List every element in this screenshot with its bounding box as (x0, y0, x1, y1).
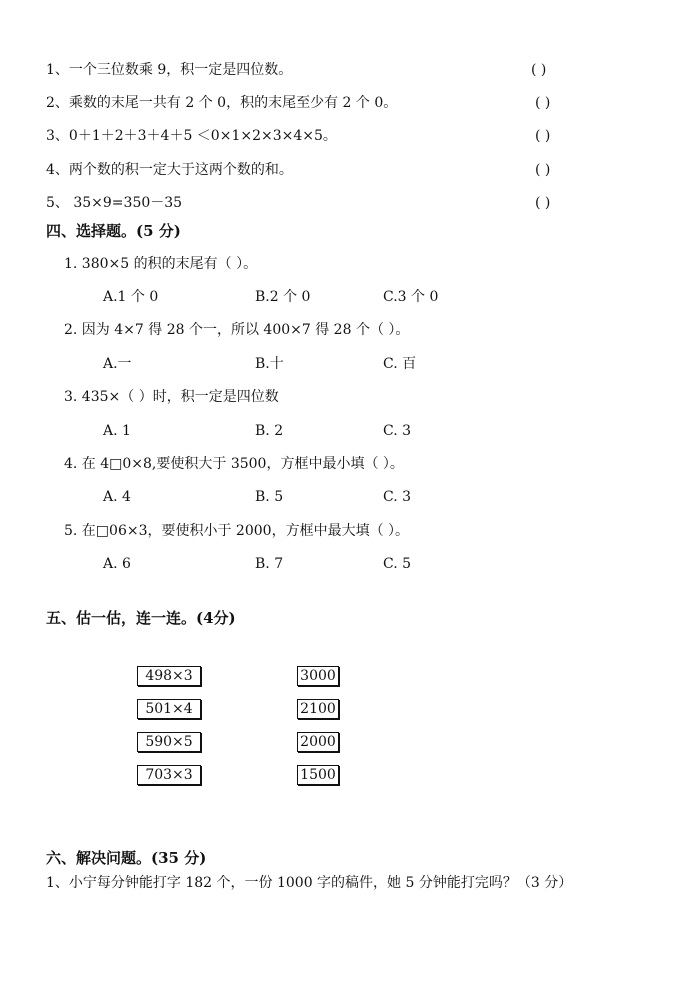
answer-paren-2[interactable]: ( ) (535, 95, 551, 111)
choice-4-option-c[interactable]: C. 3 (383, 489, 412, 505)
section-6-heading: 六、解决问题。(35 分) (46, 849, 207, 867)
word-problem-1: 1、小宁每分钟能打字 182 个，一份 1000 字的稿件，她 5 分钟能打完吗？（3 分） (46, 875, 573, 891)
estimate-right-4[interactable]: 1500 (297, 765, 339, 785)
choice-2-option-b[interactable]: B.十 (255, 356, 284, 372)
choice-1-option-b[interactable]: B.2 个 0 (255, 289, 311, 305)
answer-paren-1[interactable]: ( ) (531, 62, 547, 78)
choice-2-option-c[interactable]: C. 百 (383, 356, 417, 372)
section-4-heading: 四、选择题。(5 分) (46, 222, 181, 240)
choice-3-option-b[interactable]: B. 2 (255, 423, 284, 439)
choice-2-option-a[interactable]: A.一 (103, 356, 132, 372)
choice-1-option-a[interactable]: A.1 个 0 (103, 289, 159, 305)
answer-paren-4[interactable]: ( ) (535, 162, 551, 178)
estimate-right-3[interactable]: 2000 (297, 732, 339, 752)
estimate-left-1[interactable]: 498×3 (137, 666, 201, 686)
judge-item-2: 2、乘数的末尾一共有 2 个 0，积的末尾至少有 2 个 0。 (46, 95, 398, 111)
estimate-left-2[interactable]: 501×4 (137, 699, 201, 719)
choice-question-4: 4. 在 4□0×8,要使积大于 3500，方框中最小填（ ）。 (64, 456, 404, 472)
estimate-right-1[interactable]: 3000 (297, 666, 339, 686)
choice-question-5: 5. 在□06×3，要使积小于 2000，方框中最大填（ ）。 (64, 523, 410, 539)
choice-4-option-b[interactable]: B. 5 (255, 489, 284, 505)
answer-paren-3[interactable]: ( ) (535, 128, 551, 144)
answer-paren-5[interactable]: ( ) (535, 195, 551, 211)
choice-5-option-c[interactable]: C. 5 (383, 556, 412, 572)
judge-item-4: 4、两个数的积一定大于这两个数的和。 (46, 162, 293, 178)
choice-question-2: 2. 因为 4×7 得 28 个一，所以 400×7 得 28 个（ ）。 (64, 322, 410, 338)
choice-5-option-b[interactable]: B. 7 (255, 556, 284, 572)
choice-3-option-a[interactable]: A. 1 (103, 423, 131, 439)
choice-4-option-a[interactable]: A. 4 (103, 489, 131, 505)
choice-question-3: 3. 435×（ ）时，积一定是四位数 (64, 389, 279, 405)
choice-5-option-a[interactable]: A. 6 (103, 556, 131, 572)
estimate-right-2[interactable]: 2100 (297, 699, 339, 719)
judge-item-5: 5、 35×9=350－35 (46, 195, 183, 211)
choice-question-1: 1. 380×5 的积的末尾有（ ）。 (64, 256, 258, 272)
judge-item-1: 1、一个三位数乘 9，积一定是四位数。 (46, 62, 293, 78)
estimate-left-4[interactable]: 703×3 (137, 765, 201, 785)
section-5-heading: 五、估一估，连一连。(4分) (46, 609, 236, 627)
estimate-left-3[interactable]: 590×5 (137, 732, 201, 752)
judge-item-3: 3、0＋1＋2＋3＋4＋5 ＜0×1×2×3×4×5。 (46, 128, 337, 144)
choice-3-option-c[interactable]: C. 3 (383, 423, 412, 439)
choice-1-option-c[interactable]: C.3 个 0 (383, 289, 439, 305)
